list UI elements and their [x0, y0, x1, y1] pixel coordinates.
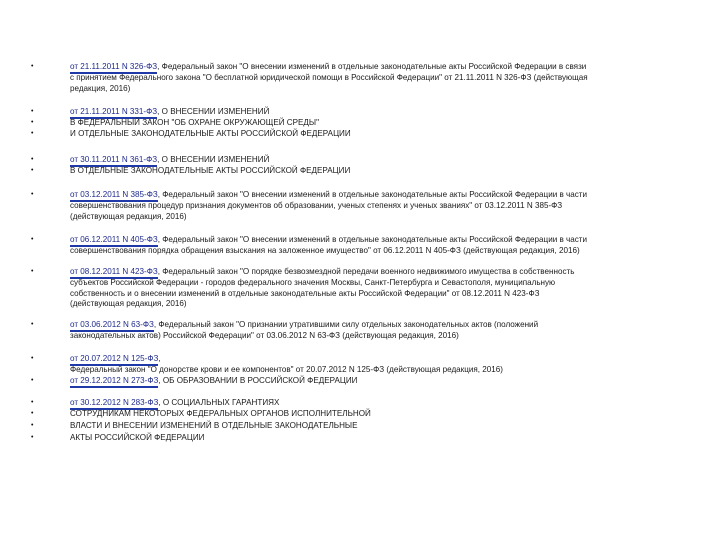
line-text: Федеральный закон "О донорстве крови и ее компонентов" от 20.07.2012 N 125-ФЗ (действующая редакция, 2016): [70, 365, 503, 374]
line-text: (действующая редакция, 2016): [70, 299, 187, 308]
law-reference-link[interactable]: от 06.12.2011 N 405-ФЗ: [70, 235, 158, 244]
document-line: [70, 398, 279, 408]
list-bullet: •: [31, 422, 34, 429]
document-line: [70, 166, 350, 176]
law-reference-link[interactable]: от 30.12.2012 N 283-ФЗ: [70, 398, 159, 407]
line-text: СОТРУДНИКАМ НЕКОТОРЫХ ФЕДЕРАЛЬНЫХ ОРГАНОВ ИСПОЛНИТЕЛЬНОЙ: [70, 409, 371, 418]
line-text: собственность и о внесении изменений в отдельные законодательные акты Российской Федерации" от 08.12.2011 N 423-ФЗ: [70, 289, 540, 298]
document-line: [70, 354, 161, 364]
line-text: , Федеральный закон "О порядке безвозмездной передачи военного недвижимого имущества в собственность: [157, 267, 575, 276]
line-text: субъектов Российской Федерации - городов федерального значения Москвы, Санкт-Петербурга и Севастополя, муниципальную: [70, 278, 556, 287]
line-text: (действующая редакция, 2016): [70, 212, 187, 221]
document-line: [70, 246, 580, 256]
line-text: , О ВНЕСЕНИИ ИЗМЕНЕНИЙ: [157, 155, 270, 164]
line-text: законодательных актов) Российской Федерации" от 03.06.2012 N 63-ФЗ (действующая редакция, 2016): [70, 331, 459, 340]
law-reference-link[interactable]: от 08.12.2011 N 423-ФЗ: [70, 267, 158, 276]
document-line: [70, 289, 540, 299]
line-text: редакция, 2016): [70, 84, 131, 93]
list-bullet: •: [31, 268, 34, 275]
list-bullet: •: [31, 108, 34, 115]
document-line: [70, 235, 587, 245]
line-text: , Федеральный закон "О признании утратившими силу отдельных законодательных актов (положений: [153, 320, 539, 329]
document-line: [70, 299, 187, 309]
line-text: , О СОЦИАЛЬНЫХ ГАРАНТИЯХ: [158, 398, 280, 407]
list-bullet: •: [31, 434, 34, 441]
line-text: ,: [158, 354, 161, 363]
law-reference-link[interactable]: от 30.11.2011 N 361-ФЗ: [70, 155, 158, 164]
list-bullet: •: [31, 410, 34, 417]
document-line: [70, 409, 371, 419]
list-bullet: •: [31, 355, 34, 362]
list-bullet: •: [31, 236, 34, 243]
line-text: , ОБ ОБРАЗОВАНИИ В РОССИЙСКОЙ ФЕДЕРАЦИИ: [158, 376, 358, 385]
law-reference-link[interactable]: от 03.12.2011 N 385-ФЗ: [70, 190, 158, 199]
document-line: [70, 107, 269, 117]
line-text: В ОТДЕЛЬНЫЕ ЗАКОНОДАТЕЛЬНЫЕ АКТЫ РОССИЙСКОЙ ФЕДЕРАЦИИ: [70, 166, 351, 175]
document-line: [70, 320, 538, 330]
document-line: [70, 376, 357, 386]
line-text: ВЛАСТИ И ВНЕСЕНИИ ИЗМЕНЕНИЙ В ОТДЕЛЬНЫЕ ЗАКОНОДАТЕЛЬНЫЕ: [70, 421, 358, 430]
document-line: [70, 278, 555, 288]
document-line: [70, 84, 130, 94]
law-reference-link[interactable]: от 03.06.2012 N 63-ФЗ: [70, 320, 154, 329]
document-line: [70, 155, 269, 165]
line-text: , Федеральный закон "О внесении изменений в отдельные законодательные акты Российской Федерации в связи: [157, 62, 587, 71]
line-text: И ОТДЕЛЬНЫЕ ЗАКОНОДАТЕЛЬНЫЕ АКТЫ РОССИЙСКОЙ ФЕДЕРАЦИИ: [70, 129, 351, 138]
document-line: [70, 62, 586, 72]
law-reference-link[interactable]: от 29.12.2012 N 273-ФЗ: [70, 376, 159, 385]
line-text: В ФЕДЕРАЛЬНЫЙ ЗАКОН "ОБ ОХРАНЕ ОКРУЖАЮЩЕЙ СРЕДЫ": [70, 118, 319, 127]
list-bullet: •: [31, 156, 34, 163]
document-line: [70, 201, 562, 211]
line-text: , Федеральный закон "О внесении изменений в отдельные законодательные акты Российской Федерации в части: [157, 235, 588, 244]
document-line: [70, 118, 319, 128]
document-line: [70, 129, 351, 139]
list-bullet: •: [31, 191, 34, 198]
line-text: АКТЫ РОССИЙСКОЙ ФЕДЕРАЦИИ: [70, 433, 205, 442]
document-line: [70, 73, 588, 83]
line-text: , О ВНЕСЕНИИ ИЗМЕНЕНИЙ: [157, 107, 270, 116]
link-underline: [70, 386, 158, 388]
document-line: [70, 331, 459, 341]
law-reference-link[interactable]: от 21.11.2011 N 331-ФЗ: [70, 107, 158, 116]
list-bullet: •: [31, 119, 34, 126]
document-line: [70, 433, 204, 443]
document-line: [70, 212, 187, 222]
list-bullet: •: [31, 321, 34, 328]
line-text: с принятием Федерального закона "О бесплатной юридической помощи в Российской Федерации" от 21.11.2011 N 326-ФЗ (действующая: [70, 73, 588, 82]
law-reference-link[interactable]: от 21.11.2011 N 326-ФЗ: [70, 62, 158, 71]
document-line: [70, 365, 503, 375]
document-line: [70, 421, 358, 431]
line-text: совершенствования процедур признания документов об образовании, ученых степенях и ученых званиях" от 03.12.2011 N 385-ФЗ: [70, 201, 563, 210]
line-text: , Федеральный закон "О внесении изменений в отдельные законодательные акты Российской Федерации в части: [157, 190, 588, 199]
list-bullet: •: [31, 130, 34, 137]
line-text: совершенствования порядка обращения взыскания на заложенное имущество" от 06.12.2011 N 405-ФЗ (действующая редакция, 2016): [70, 246, 580, 255]
list-bullet: •: [31, 167, 34, 174]
document-line: [70, 267, 574, 277]
document-line: [70, 190, 587, 200]
law-reference-link[interactable]: от 20.07.2012 N 125-ФЗ: [70, 354, 159, 363]
list-bullet: •: [31, 377, 34, 384]
list-bullet: •: [31, 399, 34, 406]
list-bullet: •: [31, 63, 34, 70]
